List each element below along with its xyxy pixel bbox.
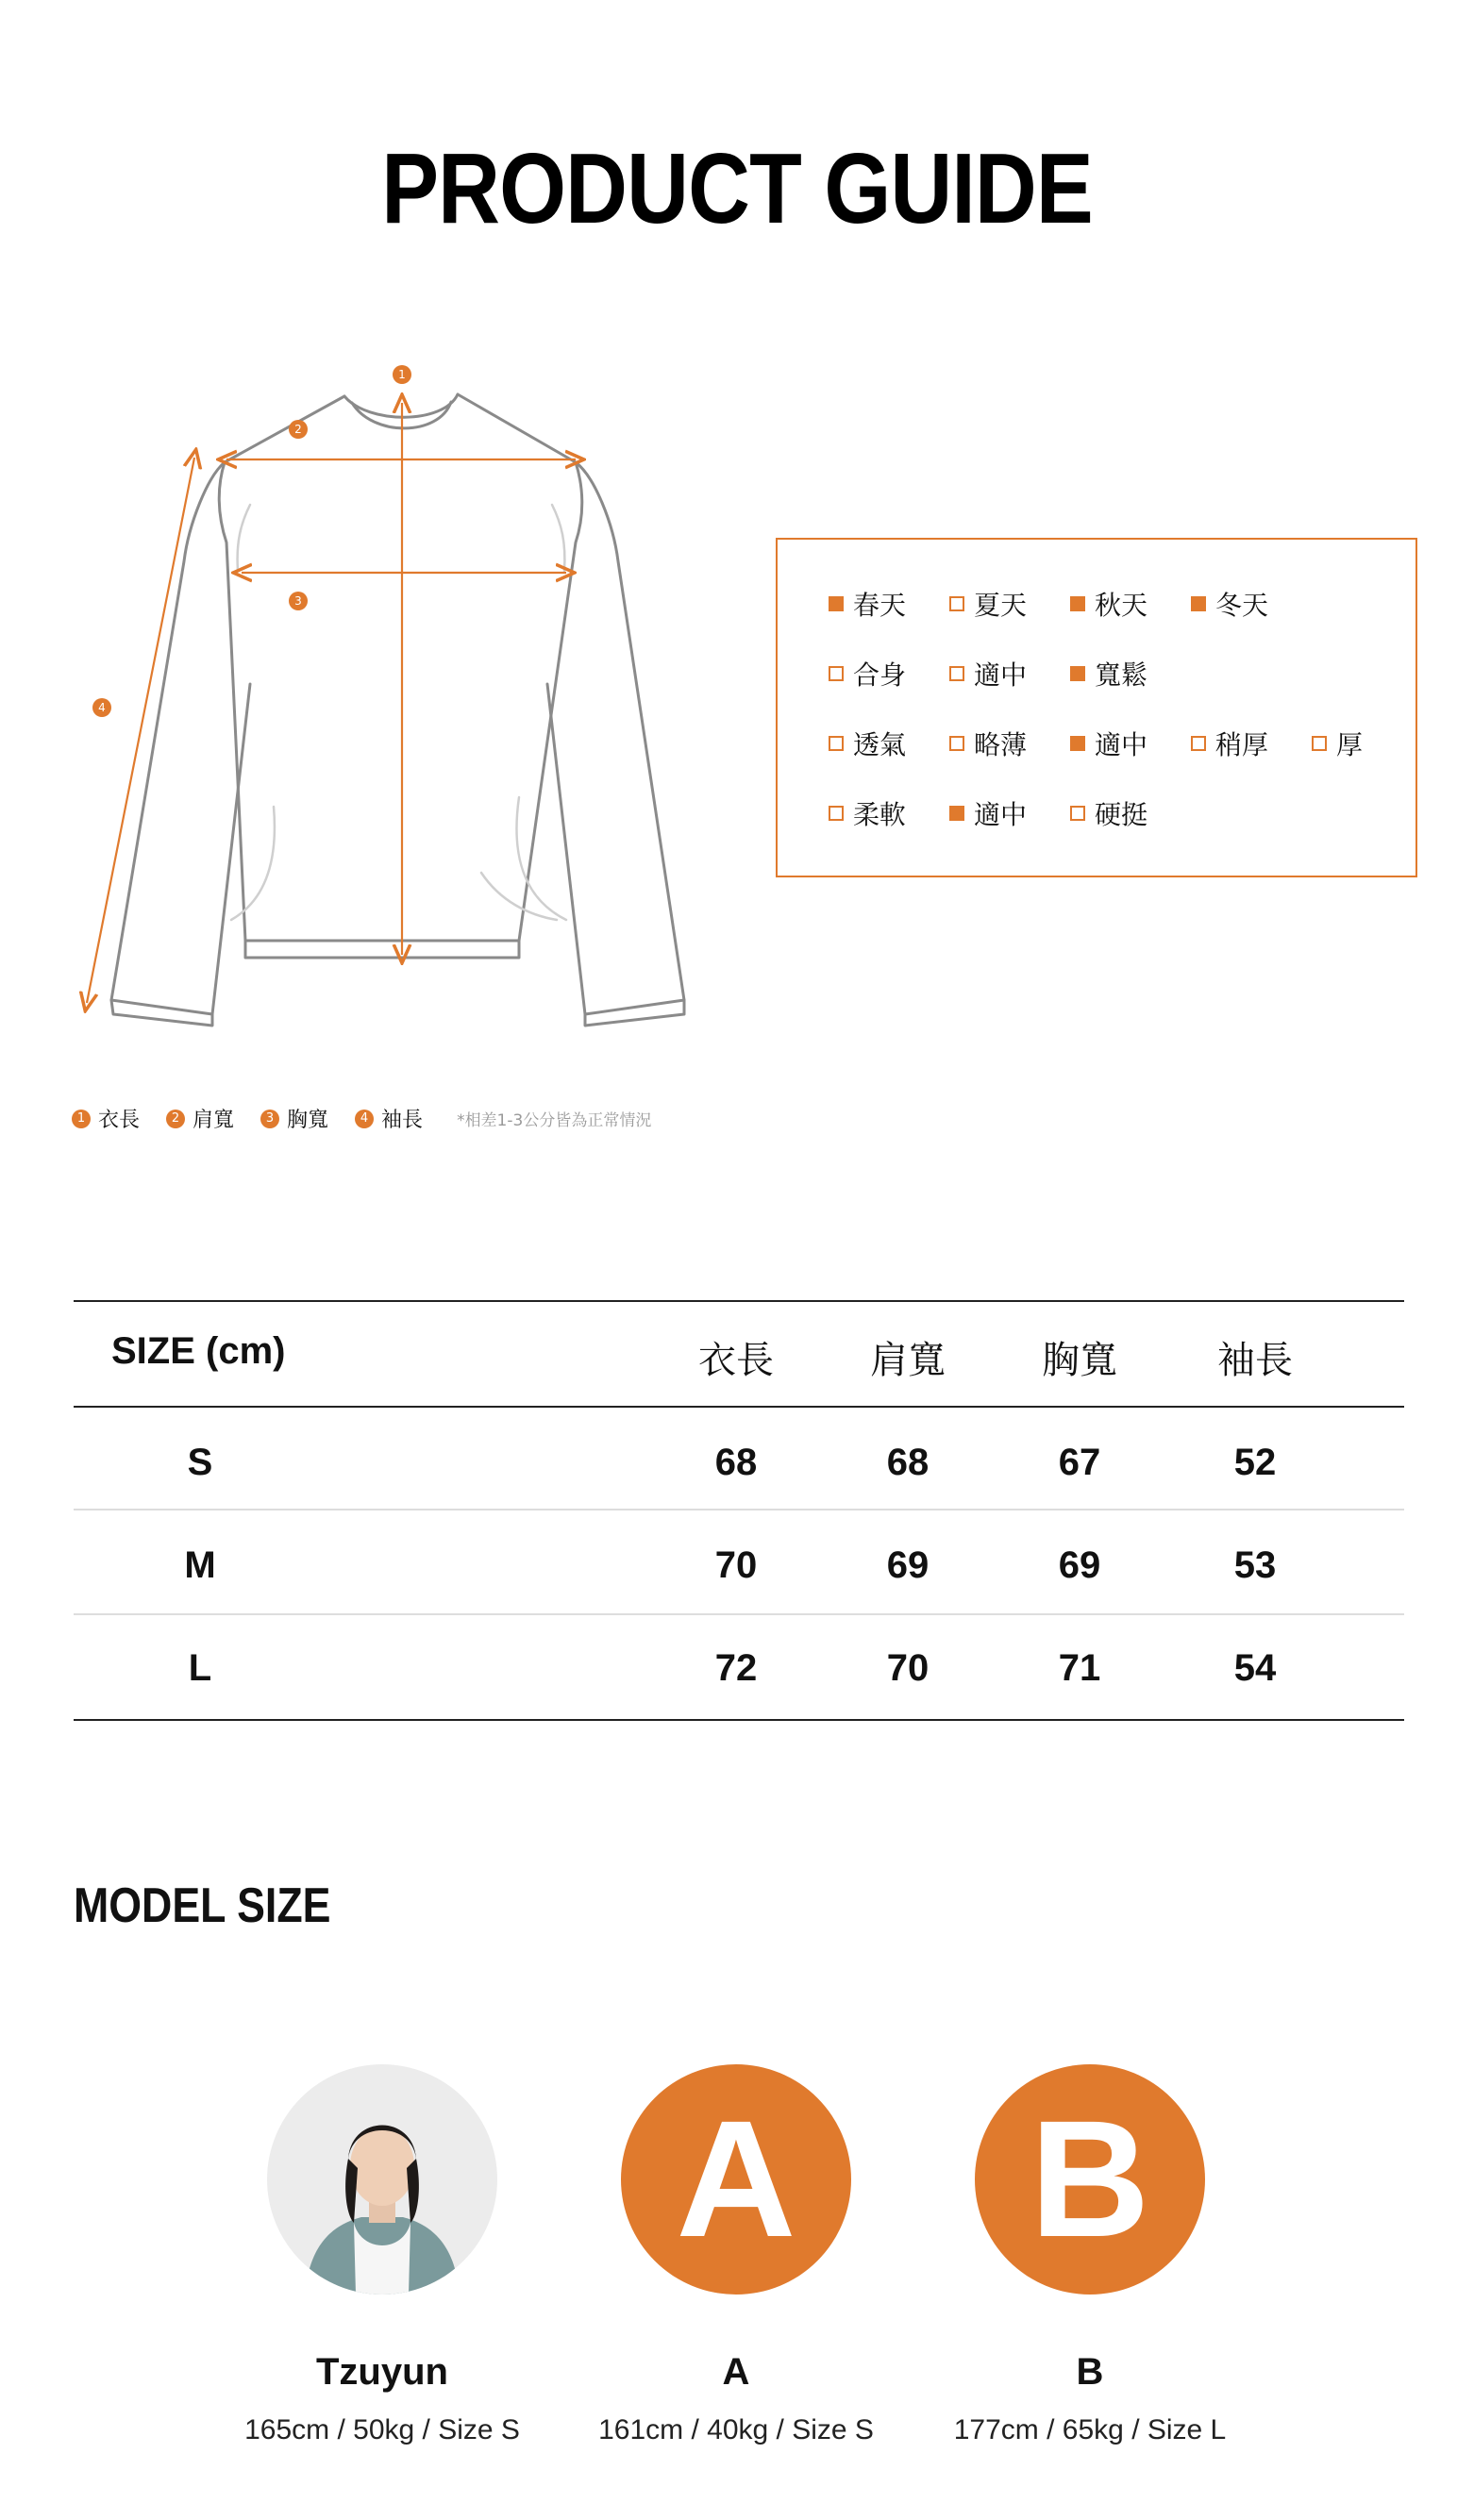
attr-label: 硬挺 bbox=[1095, 799, 1148, 830]
sweater-folds bbox=[231, 505, 566, 920]
table-cell: 71 bbox=[1058, 1647, 1101, 1689]
attr-label: 適中 bbox=[1095, 729, 1148, 760]
attr-label: 略薄 bbox=[974, 729, 1028, 760]
model-avatar-letter: A bbox=[621, 2064, 851, 2295]
person-avatar-icon bbox=[267, 2064, 497, 2295]
attr-option bbox=[949, 725, 1070, 762]
legend-item-length bbox=[72, 1104, 140, 1133]
attr-label: 稍厚 bbox=[1215, 729, 1269, 760]
texture-row bbox=[829, 794, 1191, 832]
row-divider bbox=[74, 1509, 1404, 1510]
sweater-diagram bbox=[66, 354, 727, 1071]
checkbox-empty-icon bbox=[829, 806, 844, 821]
checkbox-empty-icon bbox=[949, 736, 964, 751]
model-name: B bbox=[1076, 2351, 1104, 2393]
attr-option bbox=[1070, 725, 1191, 762]
marker-1: 1 bbox=[398, 368, 406, 381]
attr-label: 柔軟 bbox=[853, 799, 907, 830]
model-name: Tzuyun bbox=[316, 2351, 448, 2393]
attr-option bbox=[949, 585, 1070, 623]
model-name: A bbox=[722, 2351, 750, 2393]
checkbox-checked-icon bbox=[829, 596, 844, 611]
model-stats: 161cm / 40kg / Size S bbox=[598, 2414, 874, 2445]
season-row bbox=[829, 585, 1312, 623]
legend-item-chest bbox=[260, 1104, 328, 1133]
legend-number: 4 bbox=[355, 1110, 374, 1128]
attr-label: 冬天 bbox=[1215, 590, 1269, 621]
size-label: S bbox=[187, 1442, 213, 1483]
legend-item-sleeve bbox=[355, 1104, 423, 1133]
attr-option bbox=[1191, 585, 1312, 623]
table-cell: 72 bbox=[714, 1647, 758, 1689]
legend-label: 袖長 bbox=[381, 1109, 424, 1132]
checkbox-empty-icon bbox=[829, 666, 844, 681]
size-header: SIZE (cm) bbox=[111, 1330, 286, 1372]
legend-label: 胸寬 bbox=[287, 1109, 329, 1132]
table-cell: 54 bbox=[1233, 1647, 1277, 1689]
table-bottom-rule bbox=[74, 1719, 1404, 1721]
model-photo bbox=[267, 2064, 497, 2295]
checkbox-checked-icon bbox=[1070, 666, 1085, 681]
attr-option bbox=[829, 725, 949, 762]
table-header-rule bbox=[74, 1406, 1404, 1408]
col-head-chest: 胸寬 bbox=[1042, 1339, 1117, 1382]
checkbox-empty-icon bbox=[949, 666, 964, 681]
fit-row bbox=[829, 655, 1191, 693]
table-cell: 70 bbox=[886, 1647, 930, 1689]
thickness-row bbox=[829, 725, 1432, 762]
table-cell: 70 bbox=[714, 1544, 758, 1586]
legend-label: 衣長 bbox=[98, 1109, 141, 1132]
model-stats: 165cm / 50kg / Size S bbox=[244, 2414, 520, 2445]
checkbox-empty-icon bbox=[1191, 736, 1206, 751]
checkbox-checked-icon bbox=[1070, 596, 1085, 611]
checkbox-empty-icon bbox=[949, 596, 964, 611]
attr-option bbox=[829, 794, 949, 832]
tolerance-note: *相差1-3公分皆為正常情況 bbox=[457, 1111, 652, 1130]
legend-number: 2 bbox=[166, 1110, 185, 1128]
col-head-length: 衣長 bbox=[698, 1339, 774, 1382]
checkbox-checked-icon bbox=[949, 806, 964, 821]
legend-label: 肩寬 bbox=[193, 1109, 235, 1132]
legend-number: 1 bbox=[72, 1110, 91, 1128]
legend-item-shoulder bbox=[166, 1104, 234, 1133]
model-card-tzuyun bbox=[203, 2064, 561, 2446]
sweater-outline bbox=[111, 394, 684, 1026]
table-top-rule bbox=[74, 1300, 1404, 1302]
page-title: PRODUCT GUIDE bbox=[381, 133, 1093, 244]
measurement-legend bbox=[72, 1104, 651, 1133]
measure-markers bbox=[92, 365, 411, 717]
attr-label: 寬鬆 bbox=[1095, 659, 1148, 691]
fabric-attributes-box bbox=[776, 538, 1417, 877]
col-head-shoulder: 肩寬 bbox=[870, 1339, 946, 1382]
attr-label: 厚 bbox=[1336, 729, 1364, 760]
attr-option bbox=[829, 585, 949, 623]
checkbox-empty-icon bbox=[1312, 736, 1327, 751]
checkbox-checked-icon bbox=[1070, 736, 1085, 751]
model-card-b bbox=[911, 2064, 1269, 2446]
attr-option bbox=[949, 655, 1070, 693]
attr-option bbox=[1070, 585, 1191, 623]
checkbox-checked-icon bbox=[1191, 596, 1206, 611]
attr-label: 春天 bbox=[853, 590, 907, 621]
marker-3: 3 bbox=[294, 594, 302, 608]
attr-label: 適中 bbox=[974, 799, 1028, 830]
table-cell: 53 bbox=[1233, 1544, 1277, 1586]
checkbox-empty-icon bbox=[829, 736, 844, 751]
table-cell: 69 bbox=[1058, 1544, 1101, 1586]
size-label: L bbox=[188, 1647, 212, 1689]
attr-option bbox=[1312, 725, 1432, 762]
marker-4: 4 bbox=[98, 701, 106, 714]
model-avatar-letter: B bbox=[975, 2064, 1205, 2295]
attr-label: 合身 bbox=[853, 659, 907, 691]
model-size-heading: MODEL SIZE bbox=[74, 1878, 331, 1933]
table-cell: 68 bbox=[714, 1442, 758, 1483]
checkbox-empty-icon bbox=[1070, 806, 1085, 821]
row-divider bbox=[74, 1613, 1404, 1615]
attr-option bbox=[829, 655, 949, 693]
attr-option bbox=[1070, 794, 1191, 832]
attr-label: 適中 bbox=[974, 659, 1028, 691]
attr-label: 夏天 bbox=[974, 590, 1028, 621]
table-cell: 69 bbox=[886, 1544, 930, 1586]
model-card-a bbox=[557, 2064, 915, 2446]
col-head-sleeve: 袖長 bbox=[1217, 1339, 1293, 1382]
size-label: M bbox=[184, 1544, 216, 1586]
legend-number: 3 bbox=[260, 1110, 279, 1128]
attr-option bbox=[1191, 725, 1312, 762]
sleeve-line bbox=[87, 458, 194, 1003]
attr-option bbox=[949, 794, 1070, 832]
table-cell: 68 bbox=[886, 1442, 930, 1483]
model-stats: 177cm / 65kg / Size L bbox=[953, 2414, 1227, 2445]
attr-label: 秋天 bbox=[1095, 590, 1148, 621]
table-cell: 67 bbox=[1058, 1442, 1101, 1483]
table-cell: 52 bbox=[1233, 1442, 1277, 1483]
attr-label: 透氣 bbox=[853, 729, 907, 760]
attr-option bbox=[1070, 655, 1191, 693]
marker-2: 2 bbox=[294, 423, 302, 436]
